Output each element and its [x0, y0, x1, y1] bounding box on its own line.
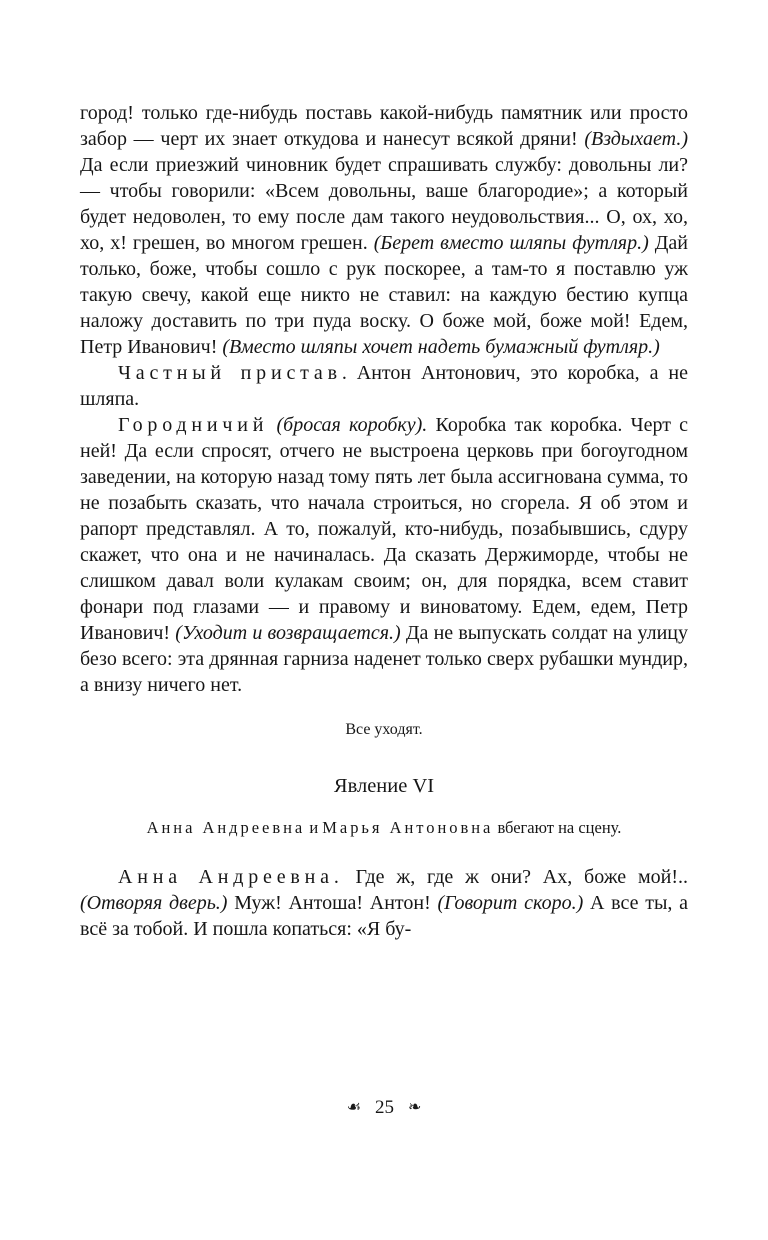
text-segment: А все ты, а всё за тобой. И пошла копаться: «Я бу-: [80, 892, 689, 940]
text-segment: (Вздыхает.): [584, 128, 688, 150]
paragraph-gorodnichiy: [80, 412, 688, 698]
text-segment: и: [305, 818, 323, 837]
text-segment: Да если приезжий чиновник будет спрашивать службу: довольны ли? — чтобы говорили: «Всем довольны, ваше благородие»; а который будет недоволен, то ему после дам такого неудовольствия... О, ох, хо, хо, х! грешен, во многом грешен.: [80, 154, 688, 254]
text-segment: Муж! Антоша! Антон!: [227, 892, 438, 914]
text-segment: . Антон Антонович, это коробка, а не шляпа.: [80, 362, 688, 410]
stage-note-all-exit: [80, 720, 688, 740]
text-segment: Городничий: [118, 414, 269, 436]
fleuron-right-icon: ❧: [407, 1097, 422, 1116]
text-segment: Все уходят.: [345, 721, 423, 738]
text-segment: (Вместо шляпы хочет надеть бумажный футляр.): [222, 336, 660, 358]
page-text: [80, 100, 688, 942]
text-segment: Частный пристав: [118, 362, 342, 384]
scene-heading: [80, 774, 688, 798]
text-segment: Да не выпускать солдат на улицу безо всего: эта дрянная гарниза наденет только сверх рубашки мундир, а внизу ничего нет.: [80, 622, 689, 696]
text-segment: (Отворяя дверь.): [80, 892, 228, 914]
text-segment: (Берет вместо шляпы футляр.): [373, 232, 649, 254]
paragraph-governor-continued: [80, 100, 688, 360]
page-number: 25: [374, 1097, 394, 1118]
text-segment: Анна Андреевна: [146, 818, 306, 837]
page-footer: [0, 1096, 768, 1120]
text-segment: город! только где-нибудь поставь какой-нибудь памятник или просто забор — черт их знает откудова и нанесут всякой дряни!: [80, 102, 688, 150]
text-segment: Явление VI: [333, 775, 435, 797]
text-segment: Анна Андреевна.: [118, 866, 344, 888]
text-segment: Где ж, где ж они? Ах, боже мой!..: [343, 866, 688, 888]
text-segment: (Говорит скоро.): [437, 892, 584, 914]
text-segment: Коробка так коробка. Черт с ней! Да если спросят, отчего не выстроена церковь при богоугодном заведении, на которую назад тому пять лет была ассигнована сумма, то не позабыть сказать, что начала строиться, но сгорела. Я об этом и рапорт представлял. А то, пожалуй, кто-нибудь, позабывшись, сдуру скажет, что она и не начиналась. Да сказать Держиморде, чтобы не слишком давал воли кулакам своим; он, для порядка, всем ставит фонари под глазами — и правому и виноватому. Едем, едем, Петр Иванович!: [80, 414, 689, 644]
text-segment: Дай только, боже, чтобы сошло с рук поскорее, а там-то я поставлю уж такую свечу, какой еще никто не ставил: на каждую бестию купца наложу доставить по три пуда воску. О боже мой, боже мой! Едем, Петр Иванович!: [80, 232, 689, 358]
text-segment: (бросая коробку).: [276, 414, 428, 436]
cast-line: [80, 818, 688, 838]
paragraph-chastny-pristav: [80, 360, 688, 412]
text-segment: Марья Антоновна: [322, 818, 494, 837]
paragraph-anna-andreevna: [80, 864, 688, 942]
text-segment: вбегают на сцену.: [493, 818, 622, 837]
fleuron-left-icon: ☙: [346, 1097, 361, 1116]
text-segment: (Уходит и возвращается.): [175, 622, 401, 644]
